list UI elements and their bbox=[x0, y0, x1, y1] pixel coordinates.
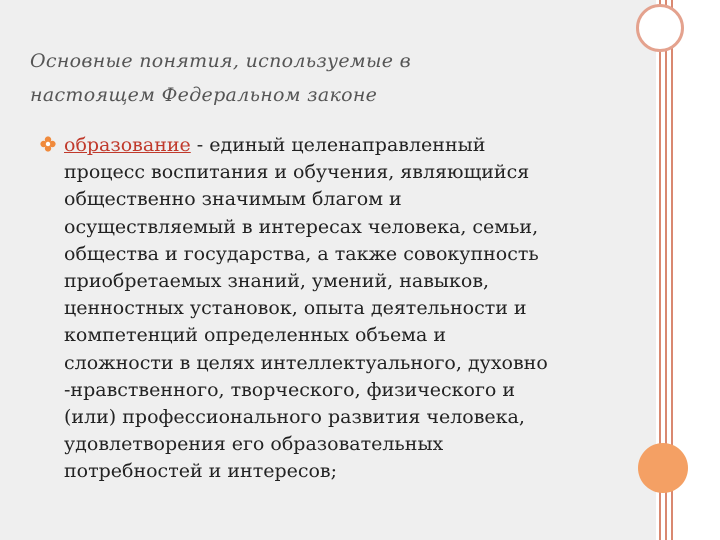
slide-title bbox=[30, 44, 630, 112]
decorative-ring bbox=[636, 4, 684, 52]
definition-bullet bbox=[40, 132, 620, 486]
definition-term: образование bbox=[64, 134, 191, 156]
definition-line: компетенций определенных объема и bbox=[64, 324, 446, 347]
definition-line: потребностей и интересов; bbox=[64, 460, 338, 483]
definition-line: общества и государства, а также совокупность bbox=[64, 242, 539, 265]
decorative-dot bbox=[638, 443, 688, 493]
definition-line: ценностных установок, опыта деятельности и bbox=[64, 297, 527, 320]
definition-line: осуществляемый в интересах человека, семьи, bbox=[64, 215, 539, 238]
definition-line: удовлетворения его образовательных bbox=[64, 433, 444, 456]
title-line: настоящем Федеральном законе bbox=[30, 84, 378, 106]
definition-first-line: - единый целенаправленный bbox=[190, 134, 486, 156]
flower-bullet-icon bbox=[40, 136, 56, 152]
definition-line bbox=[64, 132, 620, 159]
definition-line: (или) профессионального развития человека, bbox=[64, 406, 525, 429]
definition-line: сложности в целях интеллектуального, духовно bbox=[64, 351, 548, 374]
definition-line: -нравственного, творческого, физического и bbox=[64, 378, 516, 401]
definition-line: процесс воспитания и обучения, являющийся bbox=[64, 161, 530, 184]
definition-text bbox=[64, 132, 620, 486]
definition-line: приобретаемых знаний, умений, навыков, bbox=[64, 270, 490, 293]
title-line: Основные понятия, используемые в bbox=[30, 50, 411, 72]
definition-line: общественно значимым благом и bbox=[64, 188, 402, 211]
